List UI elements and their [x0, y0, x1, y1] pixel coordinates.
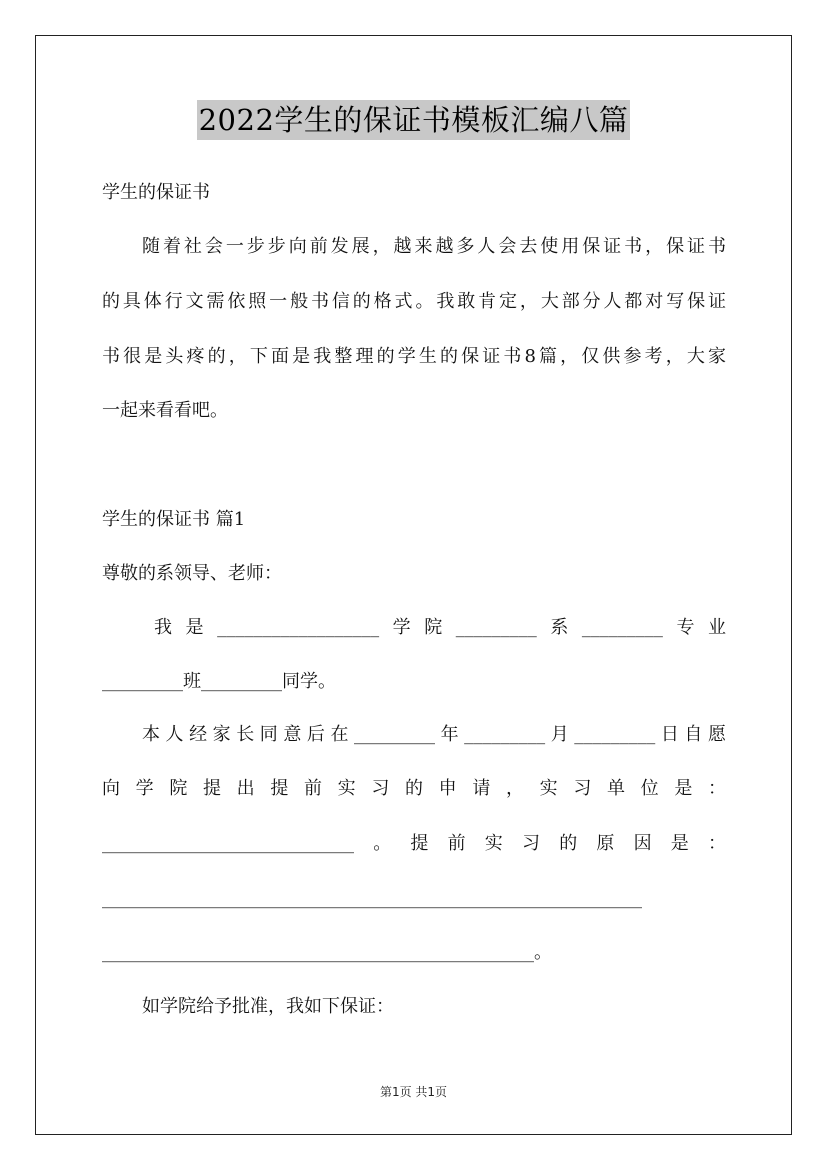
body-line-3: 本人经家长同意后在_________年_________月_________日自愿 [142, 724, 726, 745]
intro-line-4: 一起来看看吧。 [102, 400, 228, 421]
body-line-2: _________班_________同学。 [102, 671, 336, 692]
body-line-8: 如学院给予批准，我如下保证： [142, 996, 394, 1017]
document-title: 2022学生的保证书模板汇编八篇 [197, 100, 631, 140]
intro-line-2: 的具体行文需依照一般书信的格式。我敢肯定，大部分人都对写保证 [102, 291, 726, 312]
page-footer: 第1页 共1页 [379, 1085, 448, 1099]
part1-heading: 学生的保证书 篇1 [102, 509, 246, 530]
body-line-4: 向学院提出提前实习的申请，实习单位是： [102, 778, 726, 799]
intro-line-1: 随着社会一步步向前发展，越来越多人会去使用保证书，保证书 [142, 236, 726, 257]
section-heading: 学生的保证书 [102, 182, 210, 203]
body-line-1: 我是__________________学院_________系_________专业 [154, 617, 726, 638]
salutation: 尊敬的系领导、老师： [102, 563, 282, 584]
body-line-5: ____________________________。提前实习的原因是： [102, 833, 726, 854]
body-line-7: ________________________________________________。 [102, 942, 552, 963]
body-line-6: ____________________________________________________________ [102, 888, 642, 909]
title-container [0, 100, 827, 140]
intro-line-3: 书很是头疼的，下面是我整理的学生的保证书8篇，仅供参考，大家 [102, 346, 726, 367]
